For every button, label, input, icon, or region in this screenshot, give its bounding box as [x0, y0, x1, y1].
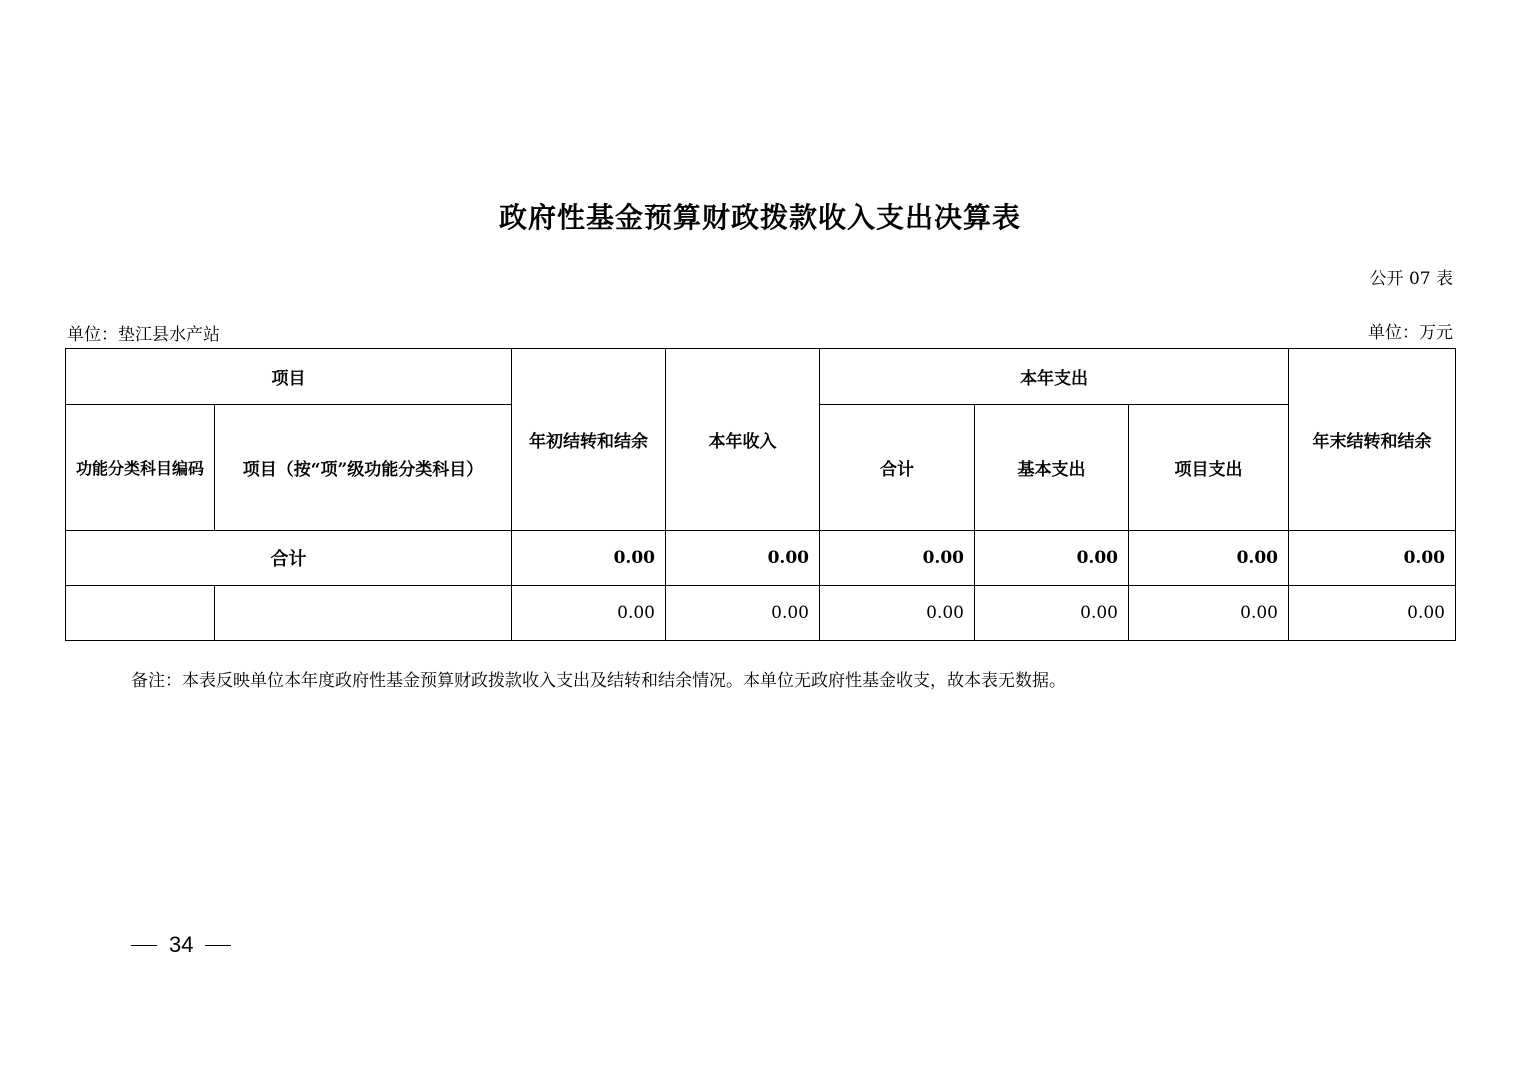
header-carry-end: 年末结转和结余 [1289, 349, 1456, 531]
page-title: 政府性基金预算财政拨款收入支出决算表 [498, 201, 1021, 234]
header-exp-project: 项目支出 [1129, 405, 1289, 531]
unit-currency: 单位：万元 [1368, 323, 1453, 343]
budget-table [65, 348, 1456, 641]
footnote: 备注：本表反映单位本年度政府性基金预算财政拨款收入支出及结转和结余情况。本单位无政府性基金收支，故本表无数据。 [131, 671, 1066, 691]
header-code: 功能分类科目编码 [66, 405, 215, 531]
total-exp-total: 0.00 [820, 531, 975, 586]
row-exp-total: 0.00 [820, 586, 975, 641]
header-row-1 [66, 349, 1456, 405]
page-number: 34 [169, 932, 194, 957]
dash-left [131, 945, 157, 946]
row-exp-project: 0.00 [1129, 586, 1289, 641]
header-item: 项目（按“项”级功能分类科目） [215, 405, 512, 531]
row-code [66, 586, 215, 641]
total-carry-end: 0.00 [1289, 531, 1456, 586]
row-item [215, 586, 512, 641]
total-income: 0.00 [666, 531, 820, 586]
row-income: 0.00 [666, 586, 820, 641]
total-exp-project: 0.00 [1129, 531, 1289, 586]
total-label: 合计 [66, 531, 512, 586]
header-carry-begin: 年初结转和结余 [512, 349, 666, 531]
table-row [66, 586, 1456, 641]
total-exp-basic: 0.00 [975, 531, 1129, 586]
form-number: 公开 07 表 [1369, 269, 1453, 289]
header-exp-total: 合计 [820, 405, 975, 531]
header-expense: 本年支出 [820, 349, 1289, 405]
row-carry-begin: 0.00 [512, 586, 666, 641]
row-exp-basic: 0.00 [975, 586, 1129, 641]
total-carry-begin: 0.00 [512, 531, 666, 586]
page-number-block [131, 932, 231, 958]
header-xiangmu: 项目 [66, 349, 512, 405]
header-income: 本年收入 [666, 349, 820, 531]
total-row [66, 531, 1456, 586]
row-carry-end: 0.00 [1289, 586, 1456, 641]
header-exp-basic: 基本支出 [975, 405, 1129, 531]
unit-organization: 单位：垫江县水产站 [67, 325, 220, 345]
dash-right [205, 945, 231, 946]
